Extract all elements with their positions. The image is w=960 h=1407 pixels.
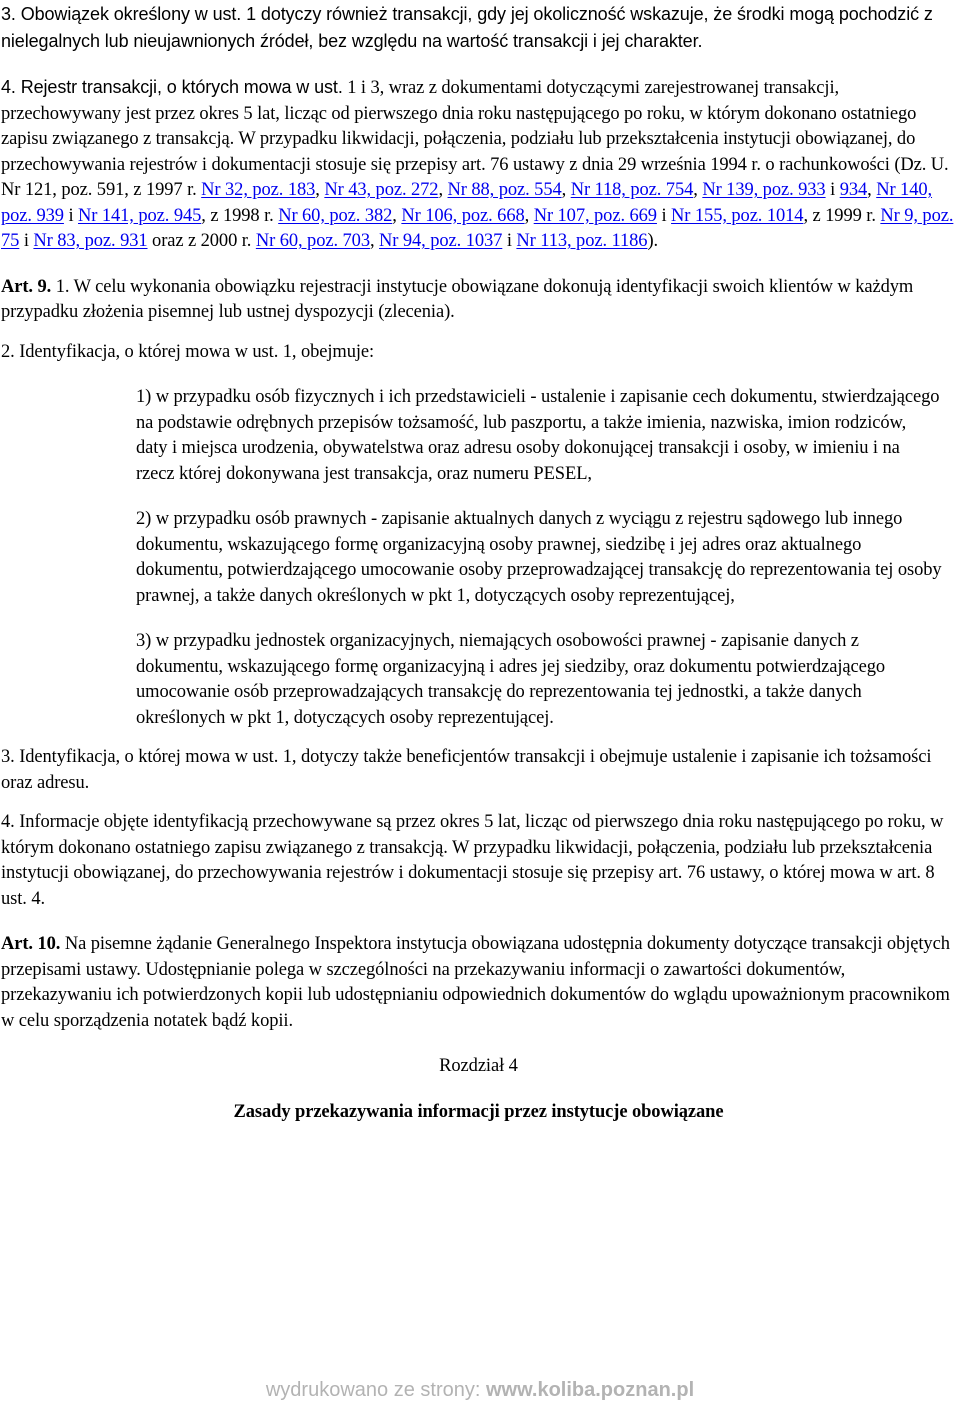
paragraph-3b-text: 3. Identyfikacja, o której mowa w ust. 1, dotyczy także beneficjentów transakcji i obejmuje ustalenie i zapisanie ich tożsamości oraz adresu. — [1, 747, 932, 793]
article-10 — [1, 932, 956, 1034]
paragraph-4b — [1, 810, 956, 912]
paragraph-4 — [1, 75, 956, 255]
reference-link[interactable]: Nr 107, poz. 669 — [533, 205, 657, 226]
reference-link[interactable]: Nr 88, poz. 554 — [447, 180, 562, 200]
reference-separator: , — [392, 205, 402, 226]
paragraph-4-end: ). — [647, 231, 659, 251]
article-9-number: 1. — [51, 276, 70, 297]
paragraph-4-sans-lead: 4. Rejestr transakcji, o których mowa w ust. — [1, 77, 343, 97]
reference-separator: , — [438, 180, 448, 200]
paragraph-2-text: 2. Identyfikacja, o której mowa w ust. 1, obejmuje: — [1, 341, 375, 362]
paragraph-4-text: 1 i 3, wraz z dokumentami dotyczącymi zarejestrowanej transakcji, przechowywany jest przez okres 5 lat, licząc od pierwszego dnia roku następującego po roku, w którym dokonano ostatniego zapisu związanego z transakcją. W przypadku likwidacji, połączenia, podziału lub przekształcenia instytucji obowiązanej, do przechowywania rejestrów i dokumentacji stosuje się przepisy art. 76 ustawy z dnia 29 września 1994 r. o rachunkowości (Dz. U. Nr 121, poz. 591, z 1997 r. — [1, 78, 949, 200]
reference-separator: , — [867, 180, 877, 200]
reference-separator: , z 1998 r. — [201, 205, 279, 226]
reference-separator: , — [369, 231, 380, 251]
reference-link[interactable]: Nr 32, poz. 183 — [201, 180, 316, 200]
article-9 — [1, 275, 956, 326]
reference-link[interactable]: Nr 94, poz. 1037 — [379, 231, 503, 251]
reference-link[interactable]: Nr 141, poz. 945 — [78, 205, 202, 226]
reference-separator: , — [561, 180, 571, 200]
reference-separator: , — [315, 180, 325, 200]
list-item-text: 3) w przypadku jednostek organizacyjnych, niemających osobowości prawnej - zapisanie danych z dokumentu, wskazującego formę organizacyjną i adres jej siedziby, oraz dokumentu potwierdzającego umocowanie osób przeprowadzających transakcję do reprezentowania tej jednostki, a także danych określonych w pkt 1, dotyczących osoby reprezentującej. — [136, 631, 886, 728]
article-9-text: W celu wykonania obowiązku rejestracji instytucje obowiązane dokonują identyfikacji swoich klientów w każdym przypadku złożenia pisemnej lub ustnej dyspozycji (zlecenia). — [1, 276, 914, 322]
reference-link[interactable]: Nr 113, poz. 1186 — [516, 231, 648, 251]
list-item-text: 1) w przypadku osób fizycznych i ich przedstawicieli - ustalenie i zapisanie cech dokumentu, stwierdzającego na podstawie odrębnych przepisów tożsamość, lub paszportu, a także imienia, nazwiska, imion rodziców, daty i miejsca urodzenia, obywatelstwa oraz adresu osoby dokonującej transakcji i osoby, w imieniu i na rzecz której dokonywana jest transakcja, oraz numeru PESEL, — [136, 387, 940, 484]
paragraph-2 — [1, 340, 956, 366]
list-item — [136, 507, 942, 609]
reference-separator: oraz z 2000 r. — [147, 231, 256, 251]
reference-link[interactable]: Nr 60, poz. 382 — [278, 205, 393, 226]
reference-link[interactable]: 934 — [839, 180, 868, 200]
reference-separator: i — [825, 180, 840, 200]
chapter-number — [1, 1054, 956, 1080]
reference-separator: i — [656, 205, 672, 226]
reference-separator: i — [502, 231, 517, 251]
chapter-title-text: Zasady przekazywania informacji przez instytucje obowiązane — [233, 1101, 724, 1122]
reference-link[interactable]: Nr 139, poz. 933 — [702, 180, 826, 200]
paragraph-3-text: 3. Obowiązek określony w ust. 1 dotyczy również transakcji, gdy jej okoliczność wskazuje, że środki mogą pochodzić z nielegalnych lub nieujawnionych źródeł, bez względu na wartość transakcji i jej charakter. — [1, 4, 933, 51]
chapter-title — [1, 1100, 956, 1126]
identification-list — [1, 385, 956, 731]
reference-separator: , z 1999 r. — [803, 205, 881, 226]
reference-separator: i — [19, 231, 34, 251]
reference-separator: , — [524, 205, 534, 226]
reference-separator: , — [693, 180, 703, 200]
reference-link[interactable]: Nr 43, poz. 272 — [324, 180, 439, 200]
footer-host: www.koliba.poznan.pl — [485, 1379, 695, 1401]
print-source-footer — [0, 1377, 960, 1403]
reference-link[interactable]: Nr 60, poz. 703 — [255, 231, 370, 251]
list-item — [136, 629, 942, 731]
paragraph-4b-text: 4. Informacje objęte identyfikacją przechowywane są przez okres 5 lat, licząc od pierwszego dnia roku następującego po roku, w którym dokonano ostatniego zapisu związanego z transakcją. W przypadku likwidacji, połączenia, podziału lub przekształcenia instytucji obowiązanej, do przechowywania rejestrów i dokumentacji stosuje się przepisy art. 76 ustawy, o której mowa w art. 8 ust. 4. — [1, 812, 944, 909]
paragraph-3b — [1, 745, 956, 796]
list-item — [136, 385, 942, 487]
chapter-number-text: Rozdział 4 — [439, 1056, 518, 1076]
list-item-text: 2) w przypadku osób prawnych - zapisanie aktualnych danych z wyciągu z rejestru sądowego lub innego dokumentu, wskazującego formę organizacyjną osoby prawnej, siedzibę i jej adres oraz aktualnego dokumentu, potwierdzającego umocowanie osoby przeprowadzającej transakcję do reprezentowania tej osoby prawnej, a także danych określonych w pkt 1, dotyczących osoby reprezentującej, — [136, 509, 942, 606]
reference-link[interactable]: Nr 9, poz. 75 — [1, 205, 954, 251]
paragraph-3 — [1, 0, 956, 55]
article-10-label: Art. 10. — [1, 934, 61, 954]
article-9-label: Art. 9. — [1, 276, 52, 297]
article-10-text: Na pisemne żądanie Generalnego Inspektora instytucja obowiązana udostępnia dokumenty dotyczące transakcji objętych przepisami ustawy. Udostępnianie polega w szczególności na przekazywaniu informacji o zawartości dokumentów, przekazywaniu ich potwierdzonych kopii lub udostępnianiu odpowiednich dokumentów do wglądu upoważnionym pracownikom w celu sporządzenia notatek bądź kopii. — [1, 934, 950, 1031]
reference-link[interactable]: Nr 118, poz. 754 — [570, 180, 694, 200]
reference-link[interactable]: Nr 106, poz. 668 — [401, 205, 525, 226]
footer-prefix: wydrukowano ze strony: — [265, 1379, 486, 1401]
reference-link[interactable]: Nr 83, poz. 931 — [33, 231, 148, 251]
reference-separator: i — [63, 205, 79, 226]
reference-link[interactable]: Nr 140, poz. 939 — [1, 180, 933, 226]
reference-link[interactable]: Nr 155, poz. 1014 — [671, 205, 804, 226]
